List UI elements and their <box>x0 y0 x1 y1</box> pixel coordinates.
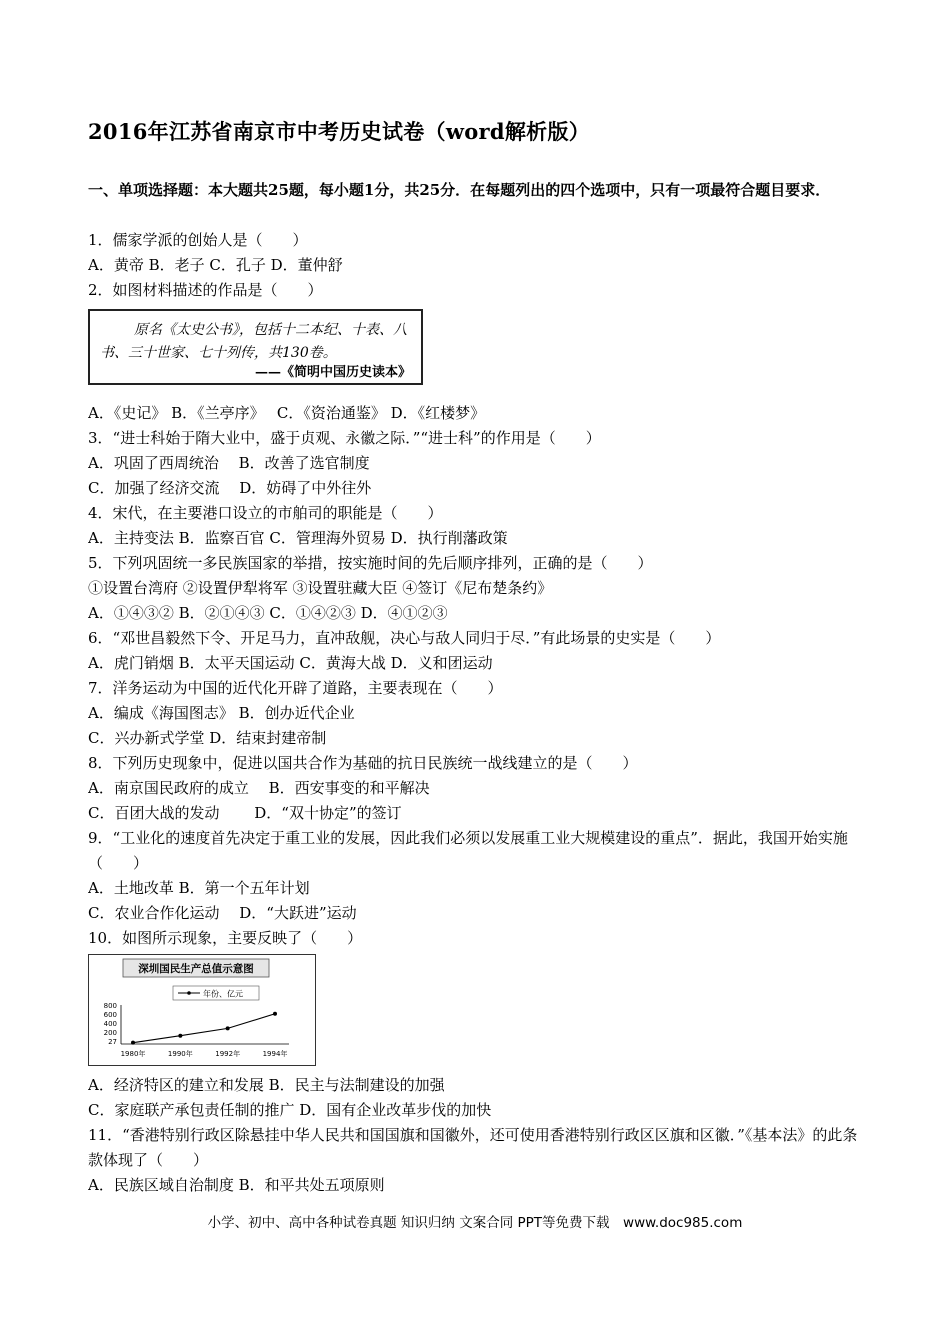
question-line: 11．“香港特别行政区除悬挂中华人民共和国国旗和国徽外，还可使用香港特别行政区区旗和区徽．”《基本法》的此条款体现了（ ） <box>88 1126 858 1169</box>
page-footer: 小学、初中、高中各种试卷真题 知识归纳 文案合同 PPT等免费下载 www.doc985.com <box>207 1215 743 1231</box>
material-text-line: 书、三十世家、七十列传，共130卷。 <box>100 345 337 361</box>
y-tick-label: 600 <box>103 1011 117 1019</box>
section-heading: 一、单项选择题：本大题共25题，每小题1分，共25分．在每题列出的四个选项中，只有一项最符合题目要求． <box>88 181 831 199</box>
answer-options: C．兴办新式学堂 D．结束封建帝制 <box>88 729 327 747</box>
answer-options: C．百团大战的发动 D．“双十协定”的签订 <box>88 804 402 822</box>
answer-options: A．①④③② B．②①④③ C．①④②③ D．④①②③ <box>88 604 448 622</box>
answer-options: A．黄帝 B．老子 C．孔子 D．董仲舒 <box>88 256 343 274</box>
question-line: 4．宋代，在主要港口设立的市舶司的职能是（ ） <box>88 504 443 522</box>
answer-options: C．家庭联产承包责任制的推广 D．国有企业改革步伐的加快 <box>88 1101 492 1119</box>
x-tick-label: 1980年 <box>120 1050 146 1058</box>
series-line <box>133 1014 275 1043</box>
answer-options: A．巩固了西周统治 B．改善了选官制度 <box>88 454 370 472</box>
questions-block-1 <box>88 228 863 303</box>
gdp-chart <box>88 954 316 1066</box>
answer-options: A．民族区域自治制度 B．和平共处五项原则 <box>88 1176 385 1194</box>
question-line: 10．如图所示现象，主要反映了（ ） <box>88 929 363 947</box>
y-tick-label: 200 <box>103 1029 117 1037</box>
answer-options: C．农业合作化运动 D．“大跃进”运动 <box>88 904 357 922</box>
legend-marker <box>187 991 191 995</box>
answer-options: A．编成《海国图志》 B．创办近代企业 <box>88 704 355 722</box>
data-point <box>226 1026 230 1030</box>
y-tick-label: 800 <box>103 1002 117 1010</box>
page-title: 2016年江苏省南京市中考历史试卷（word解析版） <box>88 119 591 144</box>
material-image <box>88 309 423 385</box>
material-source: ——《简明中国历史读本》 <box>254 365 411 380</box>
y-tick-label: 27 <box>108 1038 117 1046</box>
question-line: 5．下列巩固统一多民族国家的举措，按实施时间的先后顺序排列，正确的是（ ） <box>88 554 653 572</box>
data-point <box>131 1041 135 1045</box>
x-tick-label: 1994年 <box>262 1050 288 1058</box>
data-point <box>273 1012 277 1016</box>
chart-legend-label: 年份、亿元 <box>203 989 243 999</box>
answer-options: A．土地改革 B．第一个五年计划 <box>88 879 310 897</box>
questions-block-3 <box>88 1073 863 1198</box>
question-line: 9．“工业化的速度首先决定于重工业的发展，因此我们必须以发展重工业大规模建设的重点”．据此，我国开始实施（ ） <box>88 829 848 872</box>
answer-options: A．南京国民政府的成立 B．西安事变的和平解决 <box>88 779 430 797</box>
question-line: 6．“邓世昌毅然下令、开足马力，直冲敌舰，决心与敌人同归于尽．”有此场景的史实是（ ） <box>88 629 721 647</box>
x-tick-label: 1992年 <box>215 1050 241 1058</box>
answer-options: A．虎门销烟 B．太平天国运动 C．黄海大战 D．义和团运动 <box>88 654 493 672</box>
answer-options: A．《史记》 B．《兰亭序》 C．《资治通鉴》 D．《红楼梦》 <box>88 404 486 422</box>
question-line: 8．下列历史现象中，促进以国共合作为基础的抗日民族统一战线建立的是（ ） <box>88 754 638 772</box>
y-tick-label: 400 <box>103 1020 117 1028</box>
answer-options: A．主持变法 B．监察百官 C．管理海外贸易 D．执行削藩政策 <box>88 529 508 547</box>
chart-canvas <box>89 955 315 1065</box>
question-line: 2．如图材料描述的作品是（ ） <box>88 281 323 299</box>
question-line: 7．洋务运动为中国的近代化开辟了道路，主要表现在（ ） <box>88 679 503 697</box>
question-items: ①设置台湾府 ②设置伊犁将军 ③设置驻藏大臣 ④签订《尼布楚条约》 <box>88 579 553 597</box>
material-text-line: 原名《太史公书》，包括十二本纪、十表、八 <box>134 322 407 338</box>
chart-title: 深圳国民生产总值示意图 <box>138 963 254 975</box>
data-point <box>178 1034 182 1038</box>
answer-options: C．加强了经济交流 D．妨碍了中外往外 <box>88 479 372 497</box>
x-tick-label: 1990年 <box>167 1050 193 1058</box>
questions-block-2 <box>88 401 863 951</box>
answer-options: A．经济特区的建立和发展 B．民主与法制建设的加强 <box>88 1076 445 1094</box>
question-line: 1．儒家学派的创始人是（ ） <box>88 231 308 249</box>
question-line: 3．“进士科始于隋大业中，盛于贞观、永徽之际．”“进士科”的作用是（ ） <box>88 429 601 447</box>
